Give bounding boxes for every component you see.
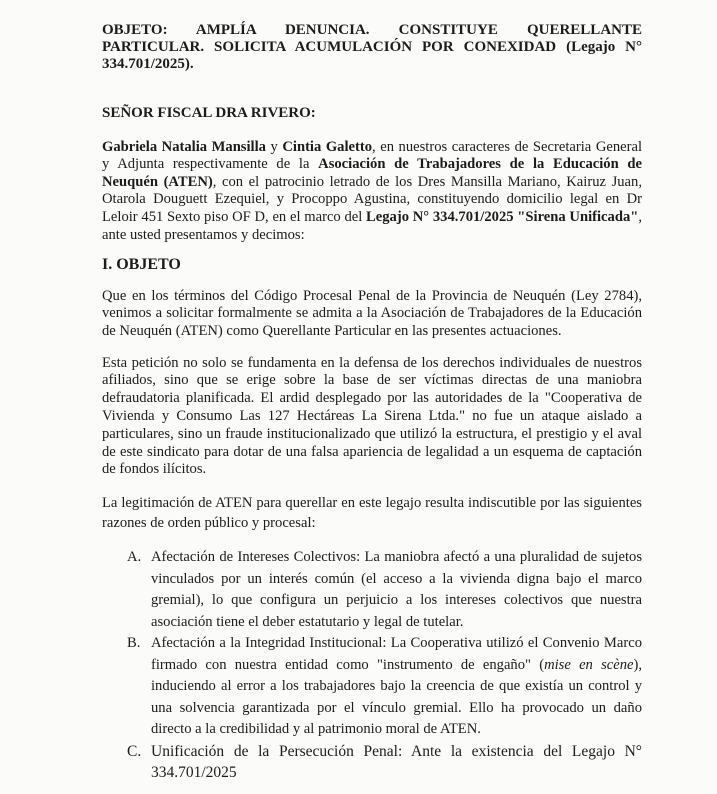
list-marker: C. — [127, 742, 142, 760]
legajo-reference: Legajo N° 334.701/2025 "Sirena Unificada" — [366, 208, 639, 225]
organization-name: Asociación de Trabajadores de la Educación de Neuquén (ATEN) — [102, 156, 643, 190]
document-subject: OBJETO: AMPLÍA DENUNCIA. CONSTITUYE QUERELLANTE PARTICULAR. SOLICITA ACUMULACIÓN POR CONEXIDAD (Legajo N° 334.701/2025). — [102, 22, 642, 72]
paragraph-1: Que en los términos del Código Procesal Penal de la Provincia de Neuquén (Ley 2784), venimos a solicitar formalmente se admita a la Asociación de Trabajadores de la Educación de Neuquén (ATEN) como Querellante Particular en las presentes actuaciones. — [102, 287, 642, 339]
list-item-text: Afectación de Intereses Colectivos: La maniobra afectó a una pluralidad de sujetos vinculados por un interés común (el acceso a la vivienda digna bajo el marco gremial), lo que configura un perjuicio a los intereses colectivos que nuestra asociación tiene el deber estatutario y legal de tutelar. — [151, 549, 642, 630]
list-item-text: ), induciendo al error a los trabajadores bajo la creencia de que existía un control y una solvencia garantizada por el vínculo gremial. Ello ha provocado un daño directo a la credibilidad y al patrimonio moral de ATEN. — [151, 656, 642, 738]
petitioner-name-2: Cintia Galetto — [282, 138, 373, 155]
list-marker: B. — [127, 635, 141, 652]
text: y — [265, 138, 283, 155]
paragraph-3: La legitimación de ATEN para querellar en este legajo resulta indiscutible por las siguientes razones de orden público y procesal: — [102, 495, 642, 532]
reasons-list — [127, 547, 642, 784]
list-item-text: Unificación de la Persecución Penal: Ante la existencia del Legajo N° 334.701/2025 — [151, 742, 642, 782]
text: , ante usted presentamos y decimos: — [102, 208, 642, 243]
section-heading: I. OBJETO — [102, 256, 181, 274]
list-item — [127, 741, 642, 784]
paragraph-2: Esta petición no solo se fundamenta en la defensa de los derechos individuales de nuestros afiliados, sino que se erige sobre la base de ser víctimas directas de una maniobra defraudatoria planificada. El ardid desplegado por las autoridades de la "Cooperativa de Vivienda y Consumo Las 127 Hectáreas La Sirena Ltda." no fue un ataque aislado a particulares, sino un fraude institucionalizado que utilizó la estructura, el prestigio y el aval de este sindicato para dotar de una falsa apariencia de legalidad a un esquema de captación de fondos ilícitos. — [102, 354, 642, 478]
petitioner-name: Gabriela Natalia Mansilla — [102, 138, 266, 155]
list-marker: A. — [127, 549, 142, 566]
text: , en nuestros caracteres de Secretaria General y Adjunta respectivamente de la — [102, 138, 642, 173]
intro-paragraph — [102, 139, 642, 245]
list-item-text: Afectación a la Integridad Institucional: La Cooperativa utilizó el Convenio Marco firmado con nuestra entidad como "instrumento de engaño" ( — [151, 635, 642, 673]
addressee: SEÑOR FISCAL DRA RIVERO: — [102, 105, 316, 121]
italic-phrase: mise en scène — [544, 656, 634, 673]
text: , con el patrocinio letrado de los Dres Mansilla Mariano, Kairuz Juan, Otarola Douguett Ezequiel, y Procoppo Agustina, constituyendo domicilio legal en Dr Leloir 451 Sexto piso OF D, en el marco del — [102, 173, 642, 225]
list-item — [127, 547, 642, 633]
list-item — [127, 633, 642, 741]
